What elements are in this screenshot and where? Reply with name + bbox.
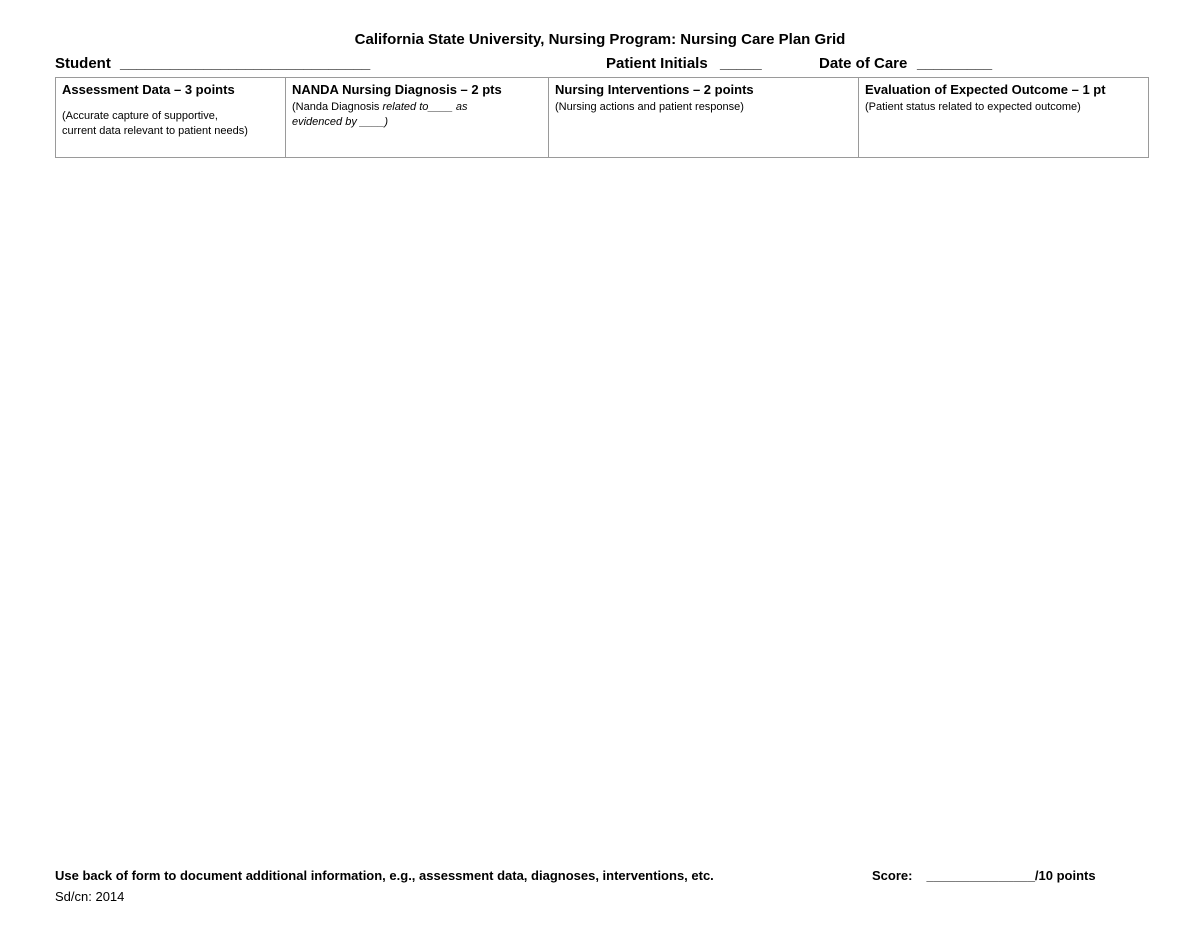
nanda-diagnosis-cell[interactable]	[286, 78, 549, 158]
nanda-note-b: related to____ as	[382, 101, 468, 113]
evaluation-outcome-heading: Evaluation of Expected Outcome – 1 pt	[865, 82, 1106, 97]
score-total: /10 points	[1034, 868, 1096, 883]
nanda-note-c: evidenced by ____)	[292, 116, 389, 128]
patient-initials-field[interactable]: _____	[720, 55, 762, 72]
student-label: Student	[55, 55, 111, 72]
date-of-care-field[interactable]: _________	[917, 55, 993, 72]
evaluation-outcome-note: (Patient status related to expected outcome)	[865, 101, 1081, 113]
student-field[interactable]: ______________________________	[120, 55, 371, 72]
nanda-note-a: (Nanda Diagnosis	[292, 101, 380, 113]
score-field[interactable]: _______________	[926, 868, 1035, 883]
date-of-care-label: Date of Care	[819, 55, 908, 72]
patient-initials-label: Patient Initials	[606, 55, 708, 72]
info-row	[55, 55, 1150, 75]
nursing-interventions-cell[interactable]	[549, 78, 859, 158]
assessment-data-heading: Assessment Data – 3 points	[62, 82, 235, 97]
nanda-diagnosis-note	[292, 100, 542, 130]
nursing-interventions-note: (Nursing actions and patient response)	[555, 101, 744, 113]
score-label: Score:	[872, 868, 913, 883]
form-code: Sd/cn: 2014	[55, 889, 125, 904]
page-title: California State University, Nursing Program: Nursing Care Plan Grid	[354, 31, 846, 48]
assessment-data-note-line2: current data relevant to patient needs)	[62, 125, 248, 137]
evaluation-outcome-cell[interactable]	[859, 78, 1149, 158]
care-plan-grid	[55, 77, 1149, 158]
score-line	[872, 868, 1096, 883]
footer-instructions: Use back of form to document additional information, e.g., assessment data, diagnoses, interventions, etc.	[55, 868, 714, 883]
grid-header-row	[56, 78, 1149, 158]
nursing-interventions-heading: Nursing Interventions – 2 points	[555, 82, 754, 97]
assessment-data-cell[interactable]	[56, 78, 286, 158]
assessment-data-note-line1: (Accurate capture of supportive,	[62, 110, 218, 122]
nanda-diagnosis-heading: NANDA Nursing Diagnosis – 2 pts	[292, 82, 502, 97]
